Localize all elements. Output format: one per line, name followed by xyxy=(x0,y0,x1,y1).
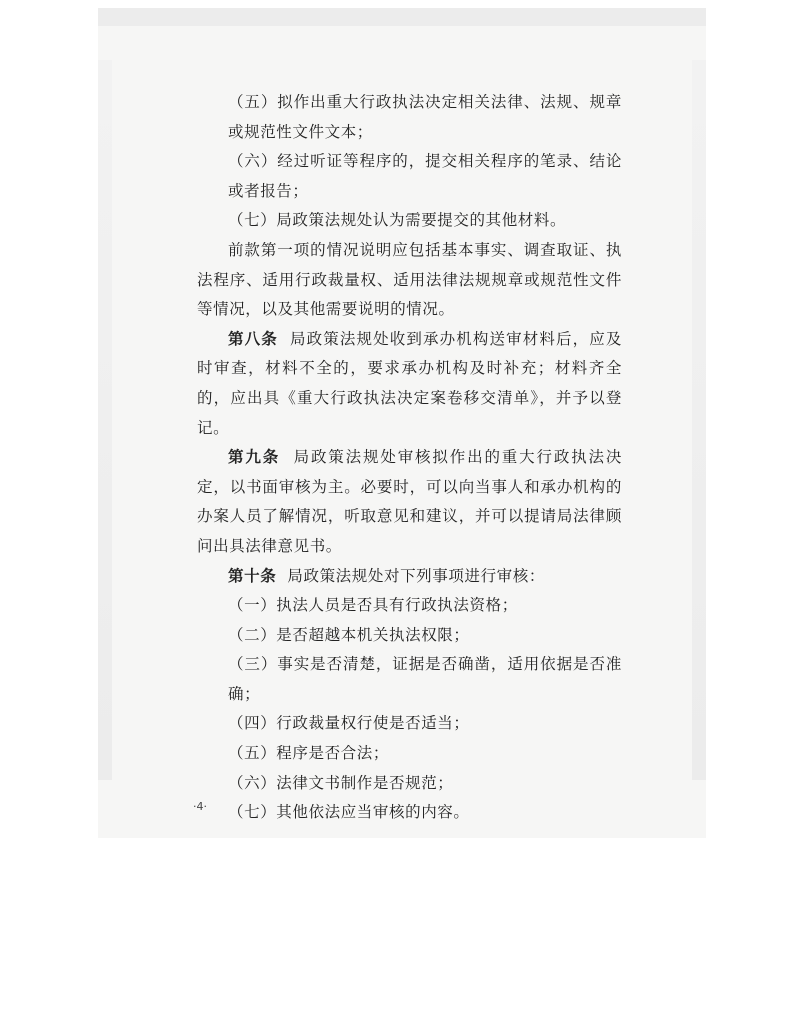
article-text: 局政策法规处审核拟作出的重大行政执法决定，以书面审核为主。必要时，可以向当事人和承办机构的办案人员了解情况，听取意见和建议，并可以提请局法律顾问出具法律意见书。 xyxy=(197,448,622,555)
scan-right-edge xyxy=(692,60,706,780)
list-item: （六）法律文书制作是否规范； xyxy=(228,773,454,792)
article-10 xyxy=(197,562,622,592)
article-9 xyxy=(197,443,622,561)
list-item: （三）事实是否清楚，证据是否确凿，适用依据是否准确； xyxy=(228,655,622,703)
scan-left-edge xyxy=(98,60,112,780)
article-heading: 第八条 xyxy=(228,329,278,348)
scan-top-edge xyxy=(98,8,706,26)
list-item: （一）执法人员是否具有行政执法资格； xyxy=(228,596,518,615)
list-item: （四）行政裁量权行使是否适当； xyxy=(228,714,470,733)
document-body xyxy=(197,88,622,828)
article-heading: 第十条 xyxy=(228,566,277,585)
article-8 xyxy=(197,325,622,443)
list-item: （二）是否超越本机关执法权限； xyxy=(228,625,470,644)
list-item: （七）局政策法规处认为需要提交的其他材料。 xyxy=(228,211,567,230)
list-item: （五）拟作出重大行政执法决定相关法律、法规、规章或规范性文件文本； xyxy=(228,93,622,141)
article-text: 局政策法规处收到承办机构送审材料后，应及时审查，材料不全的，要求承办机构及时补充；材料齐全的，应出具《重大行政执法决定案卷移交清单》，并予以登记。 xyxy=(197,329,622,437)
list-item: （六）经过听证等程序的，提交相关程序的笔录、结论或者报告； xyxy=(228,152,622,200)
page-number: ·4· xyxy=(193,800,207,813)
article-text: 局政策法规处对下列事项进行审核： xyxy=(287,566,545,585)
list-item: （五）程序是否合法； xyxy=(228,744,390,763)
article-heading: 第九条 xyxy=(228,448,281,467)
list-item: （七）其他依法应当审核的内容。 xyxy=(228,803,470,822)
paragraph: 前款第一项的情况说明应包括基本事实、调查取证、执法程序、适用行政裁量权、适用法律法规规章或规范性文件等情况，以及其他需要说明的情况。 xyxy=(197,240,622,319)
